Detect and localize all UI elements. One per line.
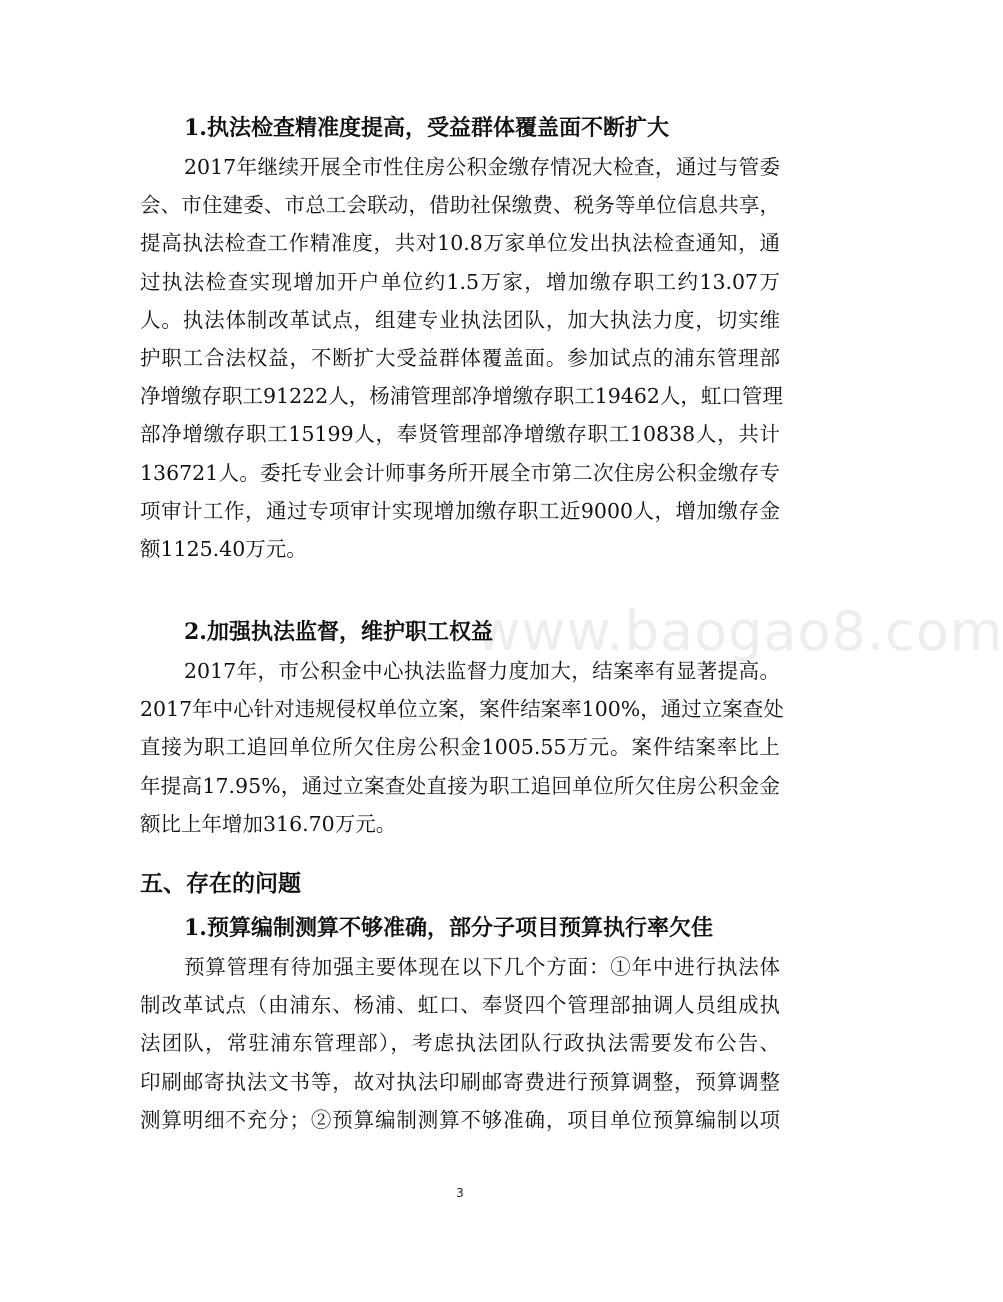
section-heading-2: 2.加强执法监督，维护职工权益 [184, 619, 493, 645]
text-line: 2017年，市公积金中心执法监督力度加大，结案率有显著提高。 [184, 659, 780, 683]
paragraph-enforcement-supervision [140, 652, 784, 843]
text-line: 额比上年增加316.70万元。 [140, 811, 397, 836]
chapter-heading: 五、存在的问题 [140, 871, 301, 897]
text-line: 会、市住建委、市总工会联动，借助社保缴费、税务等单位信息共享， [140, 193, 780, 218]
text-line: 法团队，常驻浦东管理部），考虑执法团队行政执法需要发布公告、 [140, 1031, 780, 1056]
text-line: 年提高17.95%，通过立案查处直接为职工追回单位所欠住房公积金金 [140, 773, 780, 798]
paragraph-budget-issues [140, 948, 780, 1139]
text-line: 预算管理有待加强主要体现在以下几个方面：①年中进行执法体 [184, 955, 780, 979]
text-line: 人。执法体制改革试点，组建专业执法团队，加大执法力度，切实维 [140, 307, 780, 332]
text-line: 护职工合法权益，不断扩大受益群体覆盖面。参加试点的浦东管理部 [140, 345, 780, 370]
page-number: 3 [456, 1186, 464, 1200]
watermark: www.baogao8.com [476, 600, 1003, 663]
section-heading-3: 1.预算编制测算不够准确，部分子项目预算执行率欠佳 [184, 915, 713, 941]
text-line: 制改革试点（由浦东、杨浦、虹口、奉贤四个管理部抽调人员组成执 [140, 993, 780, 1018]
text-line: 印刷邮寄执法文书等，故对执法印刷邮寄费进行预算调整，预算调整 [140, 1069, 780, 1094]
text-line: 额1125.40万元。 [140, 536, 307, 561]
text-line: 2017年继续开展全市性住房公积金缴存情况大检查，通过与管委 [184, 155, 780, 179]
text-line: 过执法检查实现增加开户单位约1.5万家，增加缴存职工约13.07万 [140, 269, 780, 294]
text-line: 项审计工作，通过专项审计实现增加缴存职工近9000人，增加缴存金 [140, 498, 780, 523]
text-line: 测算明细不充分；②预算编制测算不够准确，项目单位预算编制以项 [140, 1107, 780, 1132]
text-line: 直接为职工追回单位所欠住房公积金1005.55万元。案件结案率比上 [140, 735, 780, 760]
text-line: 2017年中心针对违规侵权单位立案，案件结案率100%，通过立案查处 [140, 697, 784, 722]
text-line: 部净增缴存职工15199人，奉贤管理部净增缴存职工10838人，共计 [140, 422, 780, 447]
paragraph-enforcement-precision [140, 148, 783, 568]
text-line: 净增缴存职工91222人，杨浦管理部净增缴存职工19462人，虹口管理 [140, 384, 783, 409]
text-line: 136721人。委托专业会计师事务所开展全市第二次住房公积金缴存专 [140, 460, 780, 485]
text-line: 提高执法检查工作精准度，共对10.8万家单位发出执法检查通知，通 [140, 231, 780, 256]
section-heading-1: 1.执法检查精准度提高，受益群体覆盖面不断扩大 [184, 115, 669, 141]
